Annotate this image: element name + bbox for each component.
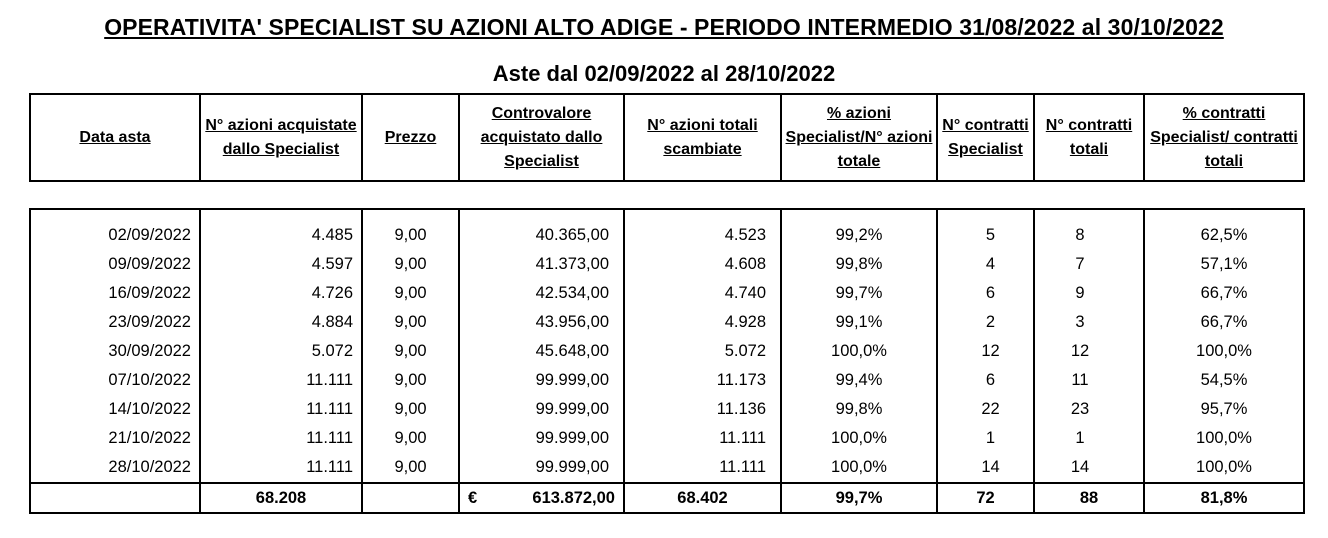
cell-contratti-specialist: 6 bbox=[937, 366, 1034, 395]
cell-azioni-specialist: 4.597 bbox=[200, 250, 362, 279]
cell-contratti-specialist: 2 bbox=[937, 308, 1034, 337]
cell-azioni-specialist: 4.485 bbox=[200, 221, 362, 250]
cell-perc-azioni: 100,0% bbox=[781, 337, 937, 366]
table-row bbox=[30, 250, 1304, 279]
table-row bbox=[30, 453, 1304, 483]
header-data-asta: Data asta bbox=[30, 94, 200, 181]
cell-perc-contratti: 54,5% bbox=[1144, 366, 1304, 395]
cell-perc-azioni: 99,7% bbox=[781, 279, 937, 308]
table-row bbox=[30, 221, 1304, 250]
cell-azioni-specialist: 5.072 bbox=[200, 337, 362, 366]
cell-perc-azioni: 99,8% bbox=[781, 250, 937, 279]
cell-controvalore: 45.648,00 bbox=[459, 337, 624, 366]
cell-controvalore: 99.999,00 bbox=[459, 424, 624, 453]
cell-azioni-specialist: 11.111 bbox=[200, 453, 362, 483]
cell-azioni-totali: 4.608 bbox=[624, 250, 781, 279]
cell-contratti-specialist: 5 bbox=[937, 221, 1034, 250]
page-title: OPERATIVITA' SPECIALIST SU AZIONI ALTO ADIGE - PERIODO INTERMEDIO 31/08/2022 al 30/10/2022 bbox=[104, 14, 1224, 40]
header-controvalore: Controvalore acquistato dallo Specialist bbox=[459, 94, 624, 181]
cell-perc-azioni: 99,1% bbox=[781, 308, 937, 337]
header-contratti-specialist: N° contratti Specialist bbox=[937, 94, 1034, 181]
table-row bbox=[30, 366, 1304, 395]
cell-data-asta: 30/09/2022 bbox=[30, 337, 200, 366]
cell-perc-contratti: 62,5% bbox=[1144, 221, 1304, 250]
cell-azioni-totali: 11.111 bbox=[624, 424, 781, 453]
cell-azioni-totali: 4.523 bbox=[624, 221, 781, 250]
currency-symbol: € bbox=[468, 488, 478, 507]
cell-controvalore: 99.999,00 bbox=[459, 453, 624, 483]
cell-controvalore: 40.365,00 bbox=[459, 221, 624, 250]
cell-contratti-totali: 3 bbox=[1034, 308, 1144, 337]
cell-data-asta: 14/10/2022 bbox=[30, 395, 200, 424]
totals-row bbox=[30, 483, 1304, 513]
table-row bbox=[30, 308, 1304, 337]
cell-azioni-totali: 4.928 bbox=[624, 308, 781, 337]
spacer-row bbox=[30, 209, 1304, 221]
cell-prezzo: 9,00 bbox=[362, 337, 459, 366]
cell-prezzo: 9,00 bbox=[362, 366, 459, 395]
total-contratti-specialist: 72 bbox=[937, 483, 1034, 513]
cell-prezzo: 9,00 bbox=[362, 279, 459, 308]
cell-controvalore: 42.534,00 bbox=[459, 279, 624, 308]
cell-azioni-totali: 11.173 bbox=[624, 366, 781, 395]
header-azioni-specialist: N° azioni acquistate dallo Specialist bbox=[200, 94, 362, 181]
cell-azioni-totali: 5.072 bbox=[624, 337, 781, 366]
cell-prezzo: 9,00 bbox=[362, 221, 459, 250]
cell-perc-contratti: 100,0% bbox=[1144, 424, 1304, 453]
header-perc-azioni: % azioni Specialist/N° azioni totale bbox=[781, 94, 937, 181]
table-row bbox=[30, 424, 1304, 453]
cell-controvalore: 43.956,00 bbox=[459, 308, 624, 337]
total-controvalore-value: 613.872,00 bbox=[532, 488, 615, 507]
cell-contratti-totali: 12 bbox=[1034, 337, 1144, 366]
table-row bbox=[30, 395, 1304, 424]
header-azioni-totali: N° azioni totali scambiate bbox=[624, 94, 781, 181]
cell-contratti-specialist: 4 bbox=[937, 250, 1034, 279]
cell-azioni-specialist: 4.884 bbox=[200, 308, 362, 337]
cell-azioni-totali: 4.740 bbox=[624, 279, 781, 308]
cell-perc-azioni: 100,0% bbox=[781, 424, 937, 453]
cell-data-asta: 09/09/2022 bbox=[30, 250, 200, 279]
cell-perc-contratti: 66,7% bbox=[1144, 308, 1304, 337]
cell-contratti-totali: 8 bbox=[1034, 221, 1144, 250]
cell-azioni-totali: 11.111 bbox=[624, 453, 781, 483]
total-controvalore bbox=[459, 483, 624, 513]
cell-data-asta: 16/09/2022 bbox=[30, 279, 200, 308]
cell-perc-contratti: 57,1% bbox=[1144, 250, 1304, 279]
table-header bbox=[29, 93, 1305, 182]
cell-azioni-totali: 11.136 bbox=[624, 395, 781, 424]
cell-contratti-specialist: 6 bbox=[937, 279, 1034, 308]
cell-data-asta: 02/09/2022 bbox=[30, 221, 200, 250]
cell-perc-contratti: 100,0% bbox=[1144, 453, 1304, 483]
cell-controvalore: 99.999,00 bbox=[459, 366, 624, 395]
cell-prezzo: 9,00 bbox=[362, 395, 459, 424]
cell-contratti-totali: 1 bbox=[1034, 424, 1144, 453]
total-perc-contratti: 81,8% bbox=[1144, 483, 1304, 513]
total-perc-azioni: 99,7% bbox=[781, 483, 937, 513]
total-azioni-specialist: 68.208 bbox=[200, 483, 362, 513]
cell-azioni-specialist: 11.111 bbox=[200, 424, 362, 453]
cell-data-asta: 07/10/2022 bbox=[30, 366, 200, 395]
cell-controvalore: 41.373,00 bbox=[459, 250, 624, 279]
data-table bbox=[29, 208, 1305, 514]
cell-contratti-totali: 7 bbox=[1034, 250, 1144, 279]
cell-azioni-specialist: 11.111 bbox=[200, 395, 362, 424]
cell-contratti-specialist: 12 bbox=[937, 337, 1034, 366]
table-row bbox=[30, 337, 1304, 366]
header-prezzo: Prezzo bbox=[362, 94, 459, 181]
header-perc-contratti: % contratti Specialist/ contratti totali bbox=[1144, 94, 1304, 181]
header-contratti-totali: N° contratti totali bbox=[1034, 94, 1144, 181]
cell-contratti-specialist: 22 bbox=[937, 395, 1034, 424]
cell-data-asta: 23/09/2022 bbox=[30, 308, 200, 337]
cell-perc-contratti: 95,7% bbox=[1144, 395, 1304, 424]
cell-azioni-specialist: 11.111 bbox=[200, 366, 362, 395]
cell-prezzo: 9,00 bbox=[362, 453, 459, 483]
total-prezzo-empty bbox=[362, 483, 459, 513]
total-contratti-totali: 88 bbox=[1034, 483, 1144, 513]
cell-perc-contratti: 66,7% bbox=[1144, 279, 1304, 308]
total-azioni-totali: 68.402 bbox=[624, 483, 781, 513]
cell-prezzo: 9,00 bbox=[362, 308, 459, 337]
cell-contratti-totali: 23 bbox=[1034, 395, 1144, 424]
cell-data-asta: 28/10/2022 bbox=[30, 453, 200, 483]
cell-perc-azioni: 99,8% bbox=[781, 395, 937, 424]
cell-perc-azioni: 100,0% bbox=[781, 453, 937, 483]
cell-perc-azioni: 99,2% bbox=[781, 221, 937, 250]
cell-prezzo: 9,00 bbox=[362, 250, 459, 279]
cell-contratti-specialist: 1 bbox=[937, 424, 1034, 453]
cell-perc-azioni: 99,4% bbox=[781, 366, 937, 395]
cell-contratti-totali: 14 bbox=[1034, 453, 1144, 483]
table-row bbox=[30, 279, 1304, 308]
cell-prezzo: 9,00 bbox=[362, 424, 459, 453]
page-subtitle: Aste dal 02/09/2022 al 28/10/2022 bbox=[492, 61, 836, 86]
total-label-empty bbox=[30, 483, 200, 513]
cell-controvalore: 99.999,00 bbox=[459, 395, 624, 424]
cell-contratti-totali: 11 bbox=[1034, 366, 1144, 395]
cell-contratti-specialist: 14 bbox=[937, 453, 1034, 483]
cell-perc-contratti: 100,0% bbox=[1144, 337, 1304, 366]
cell-contratti-totali: 9 bbox=[1034, 279, 1144, 308]
cell-data-asta: 21/10/2022 bbox=[30, 424, 200, 453]
cell-azioni-specialist: 4.726 bbox=[200, 279, 362, 308]
